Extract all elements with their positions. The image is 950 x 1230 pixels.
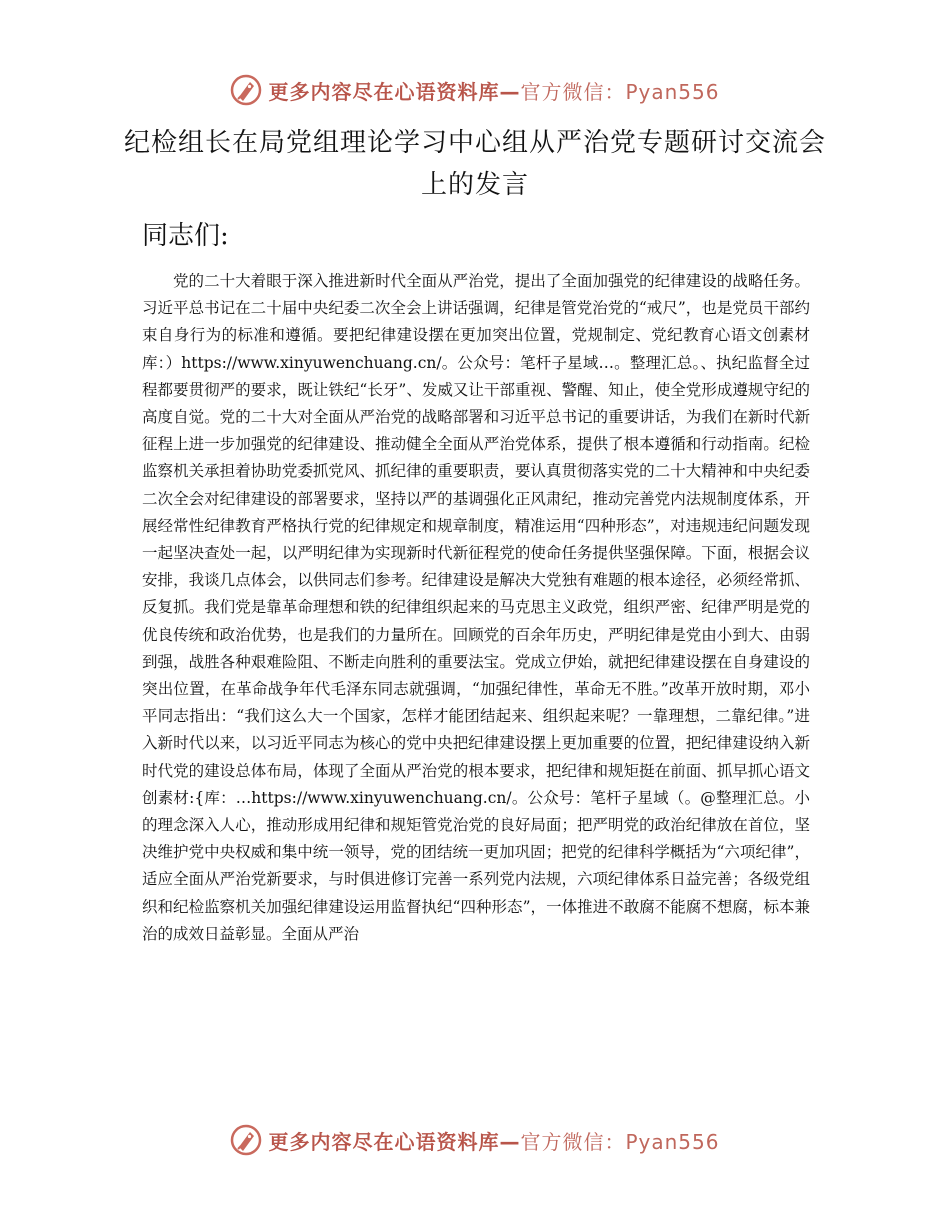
footer-banner <box>0 1120 950 1160</box>
banner-brand-text: 更多内容尽在心语资料库— <box>268 79 521 104</box>
document-title: 纪检组长在局党组理论学习中心组从严治党专题研讨交流会上的发言 <box>123 128 826 200</box>
pen-nib-icon <box>230 1124 262 1156</box>
pen-nib-icon <box>230 74 262 106</box>
banner-brand-text: 更多内容尽在心语资料库— <box>268 1129 521 1154</box>
banner-text <box>268 1126 719 1155</box>
salutation: 同志们: <box>142 221 229 251</box>
header-banner <box>0 70 950 110</box>
banner-wechat-text: 官方微信：Pyan556 <box>520 79 720 104</box>
body-paragraph: 党的二十大着眼于深入推进新时代全面从严治党，提出了全面加强党的纪律建设的战略任务。习近平总书记在二十届中央纪委二次全会上讲话强调，纪律是管党治党的“戒尺”，也是党员干部约束自身行为的标准和遵循。要把纪律建设摆在更加突出位置，党规制定、党纪教育心语文创素材库：）https://www.xinyuwenchuang.cn/。公众号：笔杆子星域…。整理汇总。、执纪监督全过程都要贯彻严的要求，既让铁纪“长牙”、发威又让干部重视、警醒、知止，使全党形成遵规守纪的高度自觉。党的二十大对全面从严治党的战略部署和习近平总书记的重要讲话，为我们在新时代新征程上进一步加强党的纪律建设、推动健全全面从严治党体系，提供了根本遵循和行动指南。纪检监察机关承担着协助党委抓党风、抓纪律的重要职责，要认真贯彻落实党的二十大精神和中央纪委二次全会对纪律建设的部署要求，坚持以严的基调强化正风肃纪，推动完善党内法规制度体系，开展经常性纪律教育严格执行党的纪律规定和规章制度，精准运用“四种形态”，对违规违纪问题发现一起坚决查处一起，以严明纪律为实现新时代新征程党的使命任务提供坚强保障。下面，根据会议安排，我谈几点体会，以供同志们参考。纪律建设是解决大党独有难题的根本途径，必须经常抓、反复抓。我们党是靠革命理想和铁的纪律组织起来的马克思主义政党，组织严密、纪律严明是党的优良传统和政治优势，也是我们的力量所在。回顾党的百余年历史，严明纪律是党由小到大、由弱到强，战胜各种艰难险阻、不断走向胜利的重要法宝。党成立伊始，就把纪律建设摆在自身建设的突出位置，在革命战争年代毛泽东同志就强调，“加强纪律性，革命无不胜。”改革开放时期，邓小平同志指出：“我们这么大一个国家，怎样才能团结起来、组织起来呢？一靠理想，二靠纪律。”进入新时代以来，以习近平同志为核心的党中央把纪律建设摆上更加重要的位置，把纪律建设纳入新时代党的建设总体布局，体现了全面从严治党的根本要求，把纪律和规矩挺在前面、抓早抓心语文创素材:{库：…https://www.xinyuwenchuang.cn/。公众号：笔杆子星域（。@整理汇总。小的理念深入人心，推动形成用纪律和规矩管党治党的良好局面；把严明党的政治纪律放在首位，坚决维护党中央权威和集中统一领导，党的团结统一更加巩固；把党的纪律科学概括为“六项纪律”，适应全面从严治党新要求，与时俱进修订完善一系列党内法规，六项纪律体系日益完善；各级党组织和纪检监察机关加强纪律建设运用监督执纪“四种形态”，一体推进不敢腐不能腐不想腐，标本兼治的成效日益彰显。全面从严治 <box>142 272 810 943</box>
banner-wechat-text: 官方微信：Pyan556 <box>520 1129 720 1154</box>
banner-text <box>268 76 719 105</box>
